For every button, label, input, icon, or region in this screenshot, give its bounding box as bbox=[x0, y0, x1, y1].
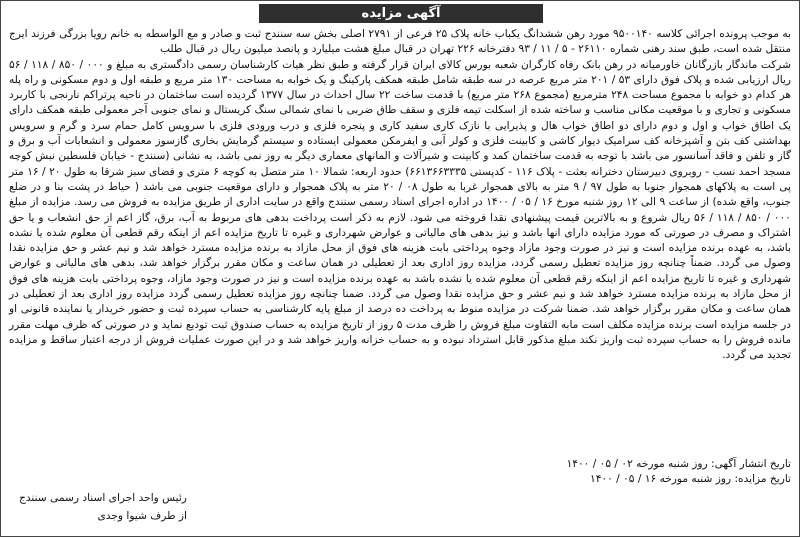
notice-title: آگهی مزایده bbox=[361, 6, 441, 21]
notice-title-bar bbox=[259, 4, 543, 23]
notice-dates bbox=[567, 457, 791, 488]
notice-signature bbox=[19, 489, 187, 525]
signature-name: از طرف شیوا وجدی bbox=[97, 510, 187, 522]
signature-title: رئیس واحد اجرای اسناد رسمی سنندج bbox=[19, 492, 187, 504]
auction-date: تاریخ مزایده: روز شنبه مورخه ۱۶ / ۰۵ / ۱۴۰۰ bbox=[590, 473, 791, 486]
notice-paragraph-1: به موجب پرونده اجرائی کلاسه ۹۵۰۰۱۴۰ مورد رهن ششدانگ یکباب خانه پلاک ۲۵ فرعی از ۲۷۹۱ اصلی بخش سه سنندج ثبت و صادر و مع الواسطه به خانم رویا بزرگی فرزند ایرج منتقل شده است، طبق سند رهنی شماره ۲۶۱۱۰ - ۵ / ۱۱ / ۹۳ دفترخانه ۲۲۶ تهران در قبال مبلغ هشت میلیارد و پانصد میلیون ریال در قبال طلب bbox=[9, 28, 791, 56]
publication-date: تاریخ انتشار آگهی: روز شنبه مورخه ۰۲ / ۰۵ / ۱۴۰۰ bbox=[566, 458, 791, 470]
notice-body bbox=[9, 27, 791, 364]
notice-paragraph-2: شرکت ماندگار بازرگانان خاورمیانه در رهن بانک رفاه کارگران شعبه بورس کالای ایران قرار گرفته و طبق نظر هیات کارشناسان رسمی دادگستری به مبلغ و ۰۰۰ / ۸۵۰ / ۱۱۸ / ۵۶ ریال ارزیابی شده و پلاک فوق دارای ۵۳ / ۲۰۱ متر مربع عرصه در سه طبقه شامل طبقه همکف پارکینگ و یک خوابه به مساحت ۱۳۰ متر مربع و طبقه اول و دوم مسکونی و راه پله هر کدام دو خوابه با مجموع مساحت ۲۴۸ مترمربع (مجموع ۲۶۸ متر مربع) با قدمت ساخت ۲۲ سال احداث در سال ۱۳۷۷ گردیده است ساختمان در ناحیه پرتراکم نارنجی با کاربرد مسکونی و تجاری و با موقعیت مکانی مناسب و ساخته شده از اسکلت تیمه فلزی و سقف طاق ضربی با نمای شمالی سنگ کریستال و نمای جنوبی آجر معمولی طبقه همکف دارای یک اطاق خواب و اول و دوم دارای دو اطاق خواب هال و پذیرایی با نازک کاری سفید کاری و پنجره فلزی و درب ورودی فلزی با سرویس کامل حمام سرد و گرم و سرویس بهداشتی کف بتن و آشپزخانه کف سرامیک دیوار کاشی و کابینت فلزی و کولر آبی و ایفرمکن معمولی ایستاده و سیستم گرمایش بخاری گازسوز معمولی و انشعابات آب و برق و گاز و تلفن و فاقد آسانسور می باشد با توجه به قدمت ساختمان کمد و کابینت و شیرآلات و المانهای معماری دیگر به روز نمی باشد، به نشانی (سنندج - خیابان فلسطین نبش کوچه مسجد احمد نسب - روبروی دبیرستان دخترانه بعثت - پلاک ۱۱۶ - کدپستی ۶۶۱۳۶۶۳۳۳۵) حدود اربعه: شمالا ۱۰ متر متصل به کوچه ۶ متری و فضای سبز شرقا به طول ۲۰ / ۱۶ متر پی است به پلاکهای همجوار جنوبا به طول ۹۷ / ۹ متر به بالای همجوار غربا به طول ۰۸ / ۲۰ متر به پلاک همجوار و دارای موقعیت جنوبی می باشد ( حیاط در پشت بنا و در ضلع جنوب، واقع شده) از ساعت ۹ الی ۱۲ روز شنبه مورخ ۱۶ / ۰۵ / ۱۴۰۰ در اداره اجرای اسناد رسمی سنندج واقع در سایت اداری از طریق مزایده به فروش می رسد. مزایده از مبلغ ۰۰۰ / ۸۵۰ / ۱۱۸ / ۵۶ ریال شروع و به بالاترین قیمت پیشنهادی نقدا فروخته می شود. لازم به ذکر است پرداخت بدهی های مربوط به آب، برق، گاز اعم از حق انشعاب و یا حق اشتراک و مصرف در صورتی که مورد مزایده دارای انها باشد و نیز بدهی های مالیاتی و عوارض شهرداری و غیره تا تاریخ مزایده اعم از اینکه رقم قطعی آن معلوم شده یا نشده باشد، به عهده برنده مزایده است و نیز در صورت وجود مازاد وجوه پرداختی بابت هزینه های فوق از محل مازاد به برنده مزایده مسترد خواهد شد و نیم عشر و حق مزایده نقدا وصول می گردد. ضمناً چنانچه روز مزایده تعطیل رسمی گردد، مزایده روز اداری بعد از تعطیلی در همان ساعت و مکان مقرر برگزار خواهد شد، بدهی های مالیاتی و عوارض شهرداری و غیره تا تاریخ مزایده اعم از اینکه رقم قطعی آن معلوم شده یا نشده باشد به عهده برنده مزایده است و نیز در صورت وجود مازاد، وجوه پرداختی بابت هزینه های فوق از محل مازاد به برنده مزایده مسترد خواهد شد و نیم عشر و حق مزایده نقدا وصول می گردد. ضمنا چنانچه روز مزایده تعطیل رسمی گردد مزایده روز اداری بعد از تعطیلی در همان ساعت و مکان مقرر برگزار خواهد شد. ضمنا شرکت در مزایده منوط به پرداخت ده درصد از مبلغ پایه کارشناسی به حساب سپرده ثبت و حضور خریدار یا نماینده قانونی او در جلسه مزایده است برنده مزایده مکلف است مابه التفاوت مبلغ فروش را ظرف مدت ۵ روز از تاریخ مزایده به حساب صندوق ثبت تودیع نماید و در صورتی که ظرف مهلت مقرر مانده فروش را به حساب سپرده ثبت واریز نکند مبلغ مذکور قابل استرداد نبوده و به حساب خزانه واریز خواهد شد و در این صورت عملیات فروش از درجه اعتبار ساقط و مزایده تجدید می گردد. bbox=[9, 58, 792, 362]
